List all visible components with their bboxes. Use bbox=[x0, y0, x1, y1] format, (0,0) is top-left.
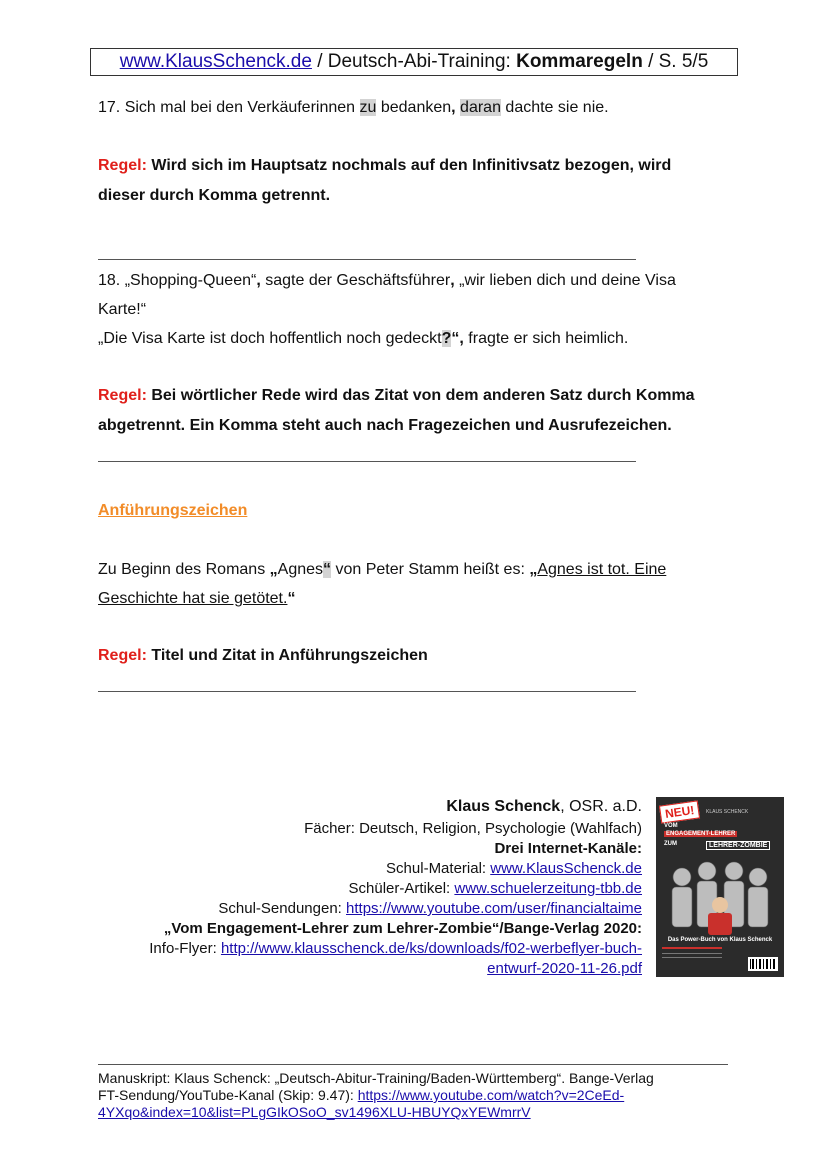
footer-label: FT-Sendung/YouTube-Kanal (Skip: 9.47): bbox=[98, 1087, 358, 1103]
item-18-text-a: 18. „Shopping-Queen“ bbox=[98, 272, 257, 289]
rule-18-line-1 bbox=[98, 386, 695, 406]
example-text-a: Zu Beginn des Romans bbox=[98, 561, 270, 578]
schueler-label: Schüler-Artikel: bbox=[348, 880, 455, 897]
contact-kanaele-text: Drei Internet-Kanäle: bbox=[494, 840, 642, 857]
contact-buch bbox=[164, 919, 642, 939]
item-17-text: 17. Sich mal bei den Verkäuferinnen bbox=[98, 99, 360, 116]
schul-label: Schul-Material: bbox=[386, 860, 491, 877]
contact-faecher: Fächer: Deutsch, Religion, Psychologie (Wahlfach) bbox=[304, 820, 642, 837]
item-18-text-f: fragte er sich heimlich. bbox=[463, 330, 629, 347]
example-quote-text-1: Agnes ist tot. Eine bbox=[537, 561, 667, 578]
book-title-3: ZUM bbox=[664, 841, 677, 847]
book-cover-image bbox=[656, 797, 784, 977]
header-topic: Kommaregeln bbox=[516, 51, 643, 72]
example-line-2 bbox=[98, 589, 295, 609]
flyer-link[interactable]: http://www.klausschenck.de/ks/downloads/f02-werbeflyer-buch- bbox=[220, 940, 642, 957]
barcode-icon bbox=[748, 957, 778, 971]
item-18-line-1 bbox=[98, 271, 676, 291]
rule-3-text: Titel und Zitat in Anführungszeichen bbox=[146, 647, 428, 664]
item-18-text-b: sagte der Geschäftsführer bbox=[260, 272, 451, 289]
rule-18-line-2: abgetrennt. Ein Komma steht auch nach Fragezeichen und Ausrufezeichen. bbox=[98, 417, 672, 434]
example-quote-close-2: “ bbox=[287, 590, 296, 607]
book-author: KLAUS SCHENCK bbox=[706, 809, 749, 815]
example-quote-open-2: „ bbox=[529, 561, 538, 578]
item-18-text-d: „wir lieben dich und deine Visa bbox=[454, 272, 676, 289]
item-18-comma-2: , bbox=[450, 272, 455, 289]
item-18-text-e: „Die Visa Karte ist doch hoffentlich noch gedeckt bbox=[98, 330, 442, 347]
flyer-link-2[interactable]: entwurf-2020-11-26.pdf bbox=[487, 960, 642, 977]
footer-line-1: Manuskript: Klaus Schenck: „Deutsch-Abitur-Training/Baden-Württemberg“. Bange-Verlag bbox=[98, 1070, 654, 1086]
barcode bbox=[748, 957, 778, 971]
example-quote-text-2: Geschichte hat sie getötet. bbox=[98, 590, 288, 607]
item-17 bbox=[98, 98, 609, 118]
rule-17-line-2: dieser durch Komma getrennt. bbox=[98, 187, 331, 204]
contact-schul-material bbox=[386, 859, 642, 879]
item-17-text-3: dachte sie nie. bbox=[500, 99, 609, 116]
item-18-question-mark: ? bbox=[441, 330, 452, 347]
item-17-daran: daran bbox=[460, 99, 501, 116]
book-title-1: VOM bbox=[664, 823, 678, 829]
contact-name: Klaus Schenck bbox=[446, 798, 561, 815]
example-quote-close: “ bbox=[323, 561, 332, 578]
rule-3 bbox=[98, 646, 428, 666]
example-line-1 bbox=[98, 560, 666, 580]
contact-flyer bbox=[149, 939, 642, 959]
section-title: Anführungszeichen bbox=[98, 502, 248, 519]
header-page: / S. 5/5 bbox=[642, 51, 709, 72]
footer-separator bbox=[98, 1064, 728, 1065]
contact-kanaele bbox=[494, 839, 642, 859]
footer-youtube-link-2[interactable]: 4YXqo&index=10&list=PLgGIkOSoO_sv1496XLU-HBUYQxYEWmrrV bbox=[98, 1104, 531, 1120]
contact-name-line bbox=[446, 797, 642, 817]
item-17-text-2: bedanken bbox=[376, 99, 452, 116]
contact-title: , OSR. a.D. bbox=[560, 798, 642, 815]
book-text-line bbox=[662, 953, 722, 954]
rule-17-line-1 bbox=[98, 156, 671, 176]
item-18-quote-comma: “, bbox=[451, 330, 464, 347]
book-title-2: ENGAGEMENT-LEHRER bbox=[666, 831, 736, 837]
sendung-link[interactable]: https://www.youtube.com/user/financialtaime bbox=[346, 900, 642, 917]
header-middle: / Deutsch-Abi-Training: bbox=[311, 51, 517, 72]
schul-link[interactable]: www.KlausSchenck.de bbox=[490, 860, 642, 877]
rule-18-text-1: Bei wörtlicher Rede wird das Zitat von dem anderen Satz durch Komma bbox=[146, 387, 695, 404]
schueler-link[interactable]: www.schuelerzeitung-tbb.de bbox=[454, 880, 642, 897]
book-divider bbox=[662, 947, 722, 949]
item-17-zu: zu bbox=[359, 99, 377, 116]
book-subtitle: Das Power-Buch von Klaus Schenck bbox=[667, 937, 773, 943]
rule-label: Regel: bbox=[98, 647, 147, 664]
rule-17-text-1: Wird sich im Hauptsatz nochmals auf den Infinitivsatz bezogen, wird bbox=[146, 157, 672, 174]
separator bbox=[98, 259, 636, 260]
book-text-line bbox=[662, 957, 722, 958]
item-18-line-2: Karte!“ bbox=[98, 301, 147, 318]
example-quote-open: „ bbox=[269, 561, 278, 578]
sendung-label: Schul-Sendungen: bbox=[218, 900, 347, 917]
book-title-4: LEHRER-ZOMBIE bbox=[706, 841, 770, 850]
rule-label: Regel: bbox=[98, 157, 147, 174]
contact-schul-sendungen bbox=[218, 899, 642, 919]
zombie-illustration bbox=[662, 857, 778, 937]
footer-youtube-link[interactable]: https://www.youtube.com/watch?v=2CeEd- bbox=[357, 1087, 625, 1103]
header-link[interactable]: www.KlausSchenck.de bbox=[119, 51, 312, 72]
contact-flyer-2 bbox=[487, 959, 642, 979]
flyer-label: Info-Flyer: bbox=[149, 940, 221, 957]
contact-buch-text: „Vom Engagement-Lehrer zum Lehrer-Zombie“/Bange-Verlag 2020: bbox=[163, 920, 642, 937]
item-17-comma: , bbox=[451, 99, 456, 116]
example-title: Agnes bbox=[277, 561, 324, 578]
item-18-line-3 bbox=[98, 329, 628, 349]
page-header bbox=[90, 48, 738, 76]
item-18-comma-1: , bbox=[256, 272, 261, 289]
contact-schueler-artikel bbox=[349, 879, 642, 899]
example-text-b: von Peter Stamm heißt es: bbox=[331, 561, 530, 578]
footer-line-3 bbox=[98, 1104, 531, 1121]
footer-line-2 bbox=[98, 1087, 624, 1104]
rule-label: Regel: bbox=[98, 387, 147, 404]
separator bbox=[98, 691, 636, 692]
new-badge: NEU! bbox=[659, 800, 700, 823]
separator bbox=[98, 461, 636, 462]
